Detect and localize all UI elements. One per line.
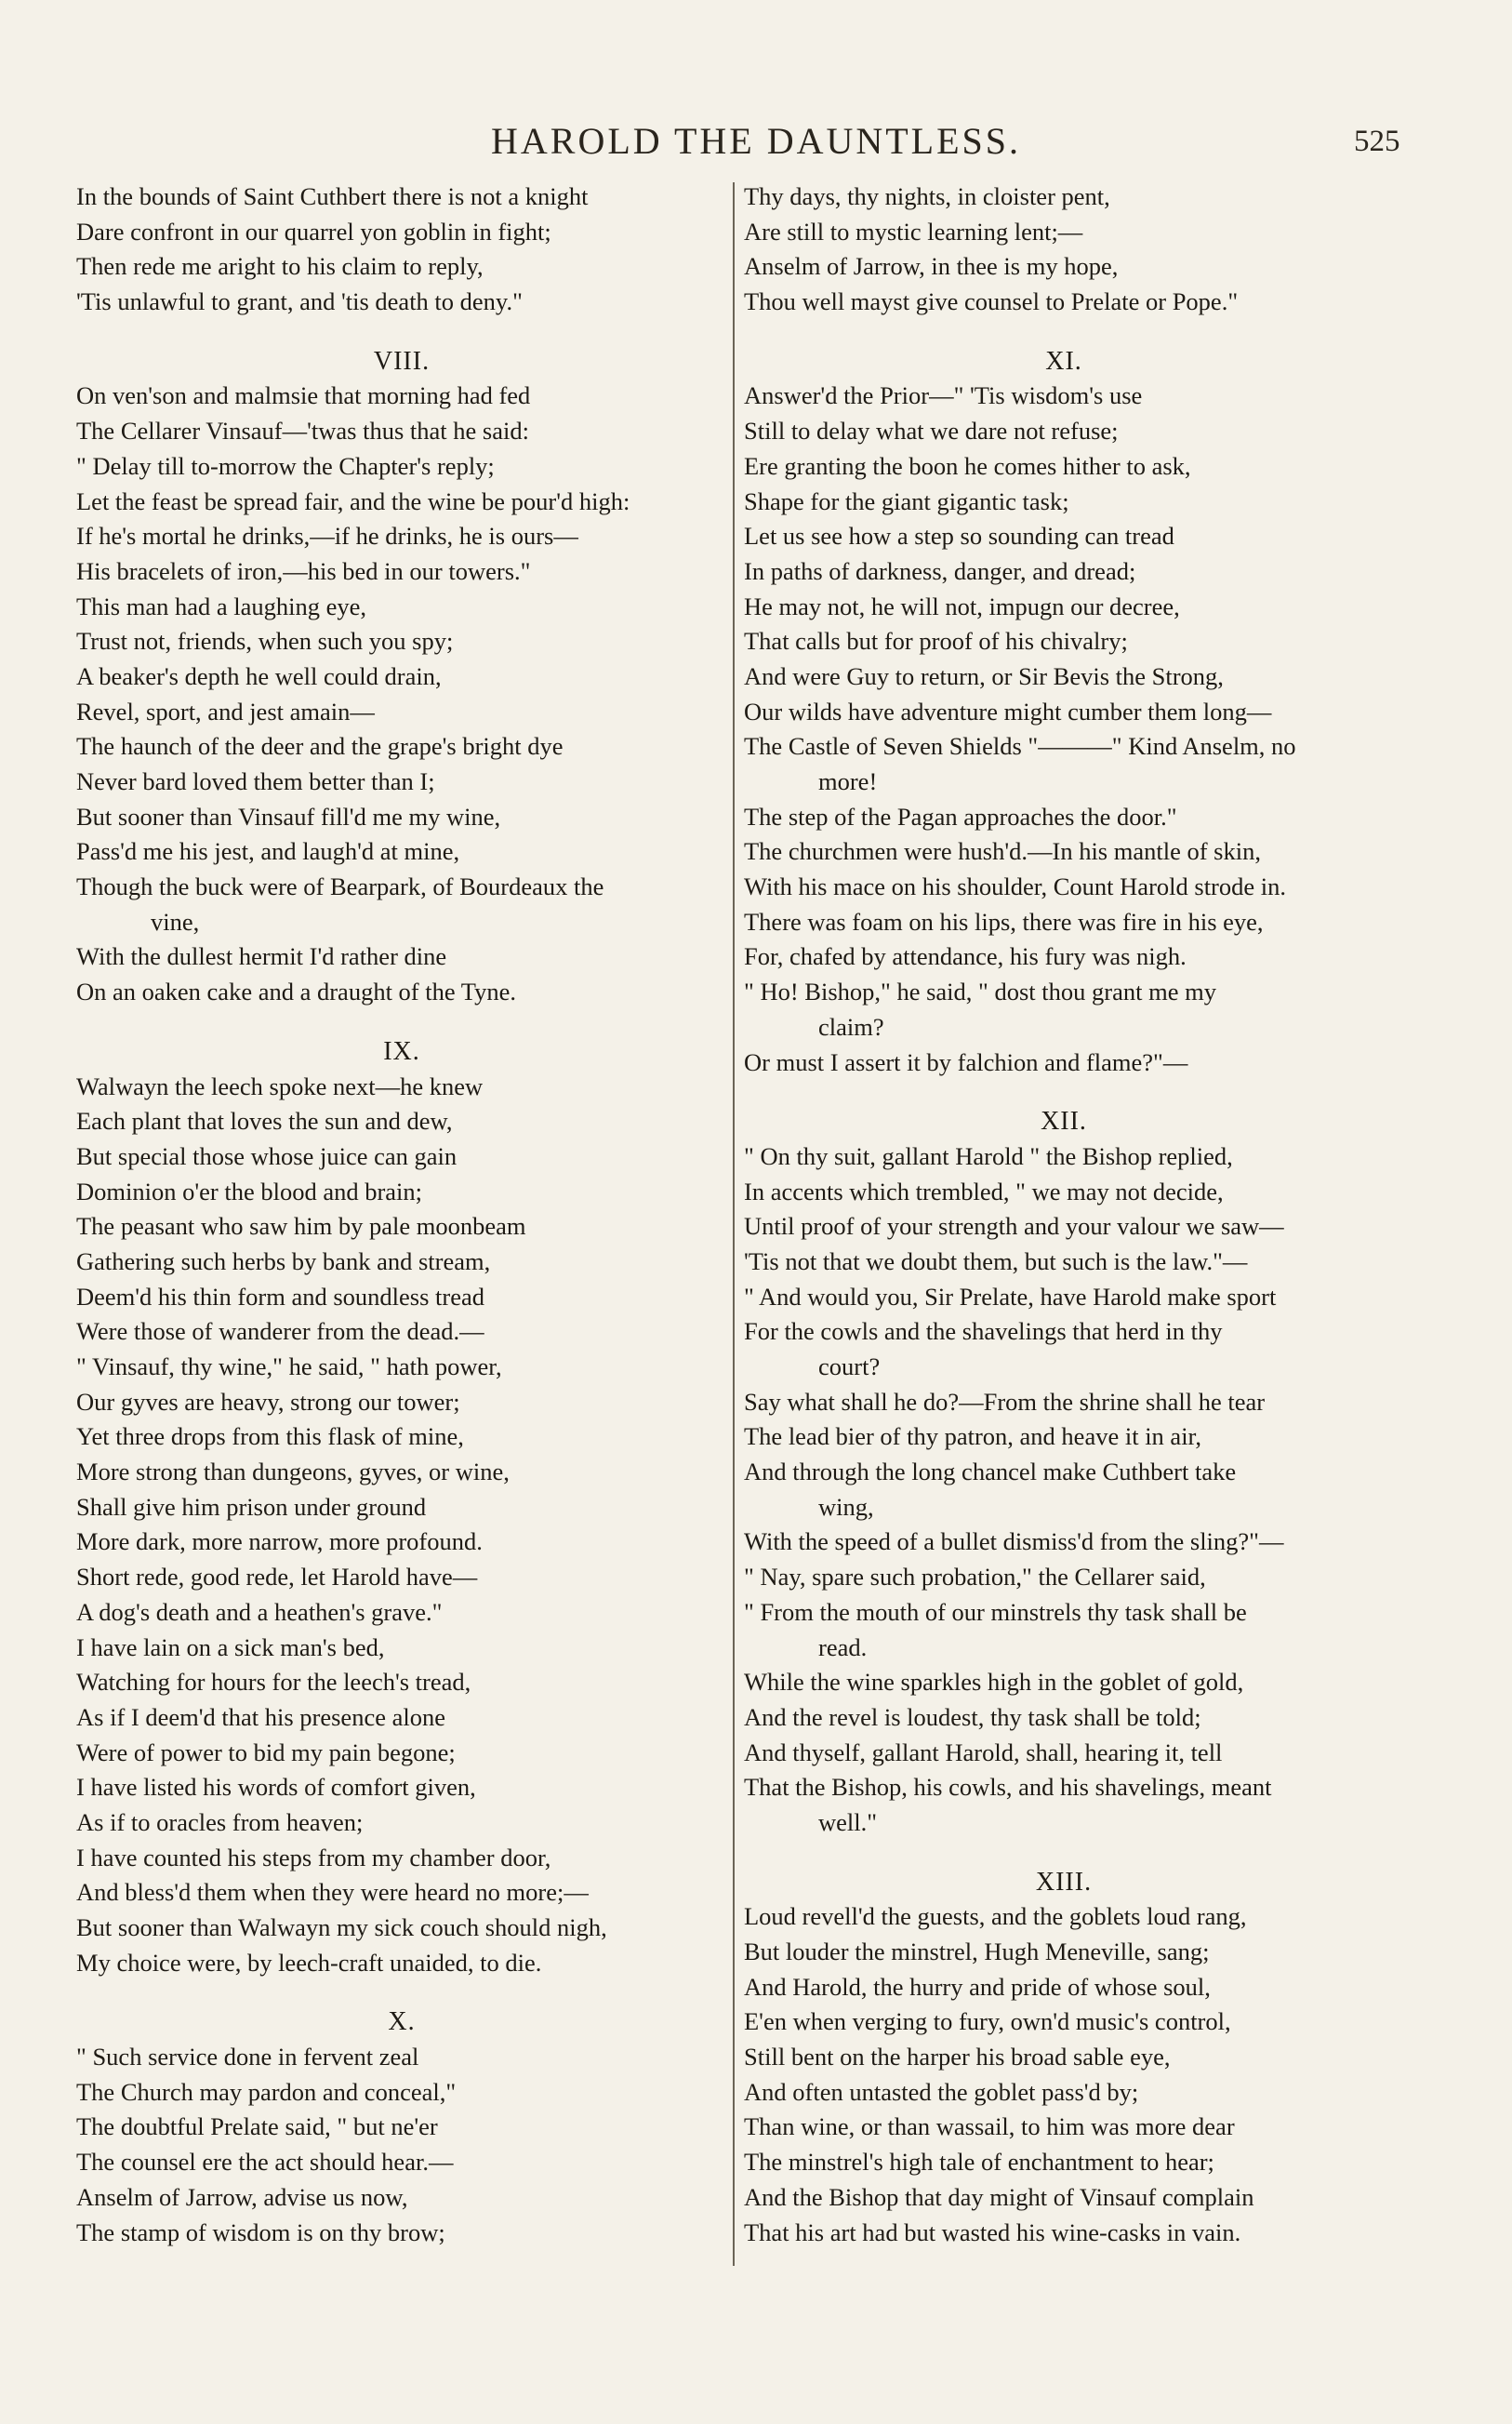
verse-line: Deem'd his thin form and soundless tread: [76, 1282, 484, 1311]
verse-line: " Nay, spare such probation," the Cellarer said,: [744, 1563, 1206, 1592]
verse-line: " Delay till to-morrow the Chapter's reply;: [76, 451, 495, 480]
verse-line: more!: [818, 767, 878, 795]
verse-line: His bracelets of iron,—his bed in our towers.": [76, 556, 531, 585]
verse-line: On an oaken cake and a draught of the Tyne.: [76, 978, 517, 1006]
verse-line: Never bard loved them better than I;: [76, 767, 435, 795]
verse-line: Or must I assert it by falchion and flame?"—: [744, 1047, 1188, 1076]
verse-line: Ere granting the boon he comes hither to ask,: [744, 451, 1191, 480]
stanza: [76, 180, 727, 320]
verse-line: The minstrel's high tale of enchantment to hear;: [744, 2148, 1214, 2177]
verse-line: " Ho! Bishop," he said, " dost thou grant me my: [744, 978, 1216, 1006]
verse-line: More dark, more narrow, more profound.: [76, 1527, 483, 1556]
verse-line: Each plant that loves the sun and dew,: [76, 1107, 453, 1136]
verse-line: " From the mouth of our minstrels thy task shall be: [744, 1597, 1247, 1626]
verse-line: The haunch of the deer and the grape's bright dye: [76, 732, 564, 761]
verse-line: With the dullest hermit I'd rather dine: [76, 942, 447, 971]
verse-line: The churchmen were hush'd.—In his mantle of skin,: [744, 837, 1261, 866]
verse-line: Than wine, or than wassail, to him was more dear: [744, 2112, 1235, 2141]
verse-line: As if to oracles from heaven;: [76, 1807, 364, 1836]
page-header: [0, 119, 1512, 166]
verse-line: Answer'd the Prior—" 'Tis wisdom's use: [744, 381, 1143, 410]
verse-line: My choice were, by leech-craft unaided, to die.: [76, 1948, 542, 1977]
verse-line: Anselm of Jarrow, advise us now,: [76, 2182, 408, 2211]
verse-line: That calls but for proof of his chivalry;: [744, 627, 1128, 656]
column-divider: [733, 182, 735, 2266]
verse-line: And through the long chancel make Cuthbert take: [744, 1458, 1237, 1486]
stanza: [744, 1104, 1384, 1840]
verse-line: well.": [818, 1807, 878, 1836]
verse-line: More strong than dungeons, gyves, or wine,: [76, 1458, 510, 1486]
verse-line: Still to delay what we dare not refuse;: [744, 417, 1119, 446]
verse-line: On ven'son and malmsie that morning had fed: [76, 381, 531, 410]
stanza: [76, 2004, 727, 2250]
verse-line: Let the feast be spread fair, and the wine be pour'd high:: [76, 486, 630, 515]
verse-line: Say what shall he do?—From the shrine shall he tear: [744, 1387, 1266, 1416]
verse-line: Then rede me aright to his claim to reply,: [76, 252, 484, 281]
verse-line: Shape for the giant gigantic task;: [744, 486, 1069, 515]
verse-line: While the wine sparkles high in the goblet of gold,: [744, 1668, 1244, 1697]
left-column: [76, 180, 727, 2250]
verse-line: Dare confront in our quarrel yon goblin in fight;: [76, 217, 551, 246]
verse-line: vine,: [151, 907, 200, 936]
verse-line: With the speed of a bullet dismiss'd from the sling?"—: [744, 1527, 1284, 1556]
stanza: [76, 1034, 727, 1981]
right-column: [744, 180, 1384, 2250]
verse-line: The peasant who saw him by pale moonbeam: [76, 1212, 526, 1241]
verse-line: Watching for hours for the leech's tread,: [76, 1668, 471, 1697]
stanza-numeral: XII.: [1041, 1107, 1087, 1137]
verse-line: E'en when verging to fury, own'd music's control,: [744, 2007, 1231, 2036]
verse-line: Revel, sport, and jest amain—: [76, 697, 375, 726]
verse-line: Were those of wanderer from the dead.—: [76, 1317, 484, 1346]
verse-line: And Harold, the hurry and pride of whose soul,: [744, 1972, 1211, 2001]
verse-line: I have listed his words of comfort given,: [76, 1773, 476, 1802]
verse-line: The Castle of Seven Shields "———" Kind Anselm, no: [744, 732, 1296, 761]
verse-line: The Church may pardon and conceal,": [76, 2077, 457, 2106]
verse-line: Loud revell'd the guests, and the goblets loud rang,: [744, 1902, 1247, 1931]
verse-line: Our wilds have adventure might cumber them long—: [744, 697, 1272, 726]
verse-line: " Vinsauf, thy wine," he said, " hath power,: [76, 1352, 502, 1380]
verse-line: Are still to mystic learning lent;—: [744, 217, 1083, 246]
verse-line: 'Tis unlawful to grant, and 'tis death to deny.": [76, 287, 523, 316]
verse-line: And the Bishop that day might of Vinsauf complain: [744, 2182, 1254, 2211]
verse-line: court?: [818, 1352, 881, 1380]
stanza: [744, 1865, 1384, 2251]
verse-line: Short rede, good rede, let Harold have—: [76, 1563, 478, 1592]
verse-line: In the bounds of Saint Cuthbert there is not a knight: [76, 182, 589, 210]
verse-line: A beaker's depth he well could drain,: [76, 661, 442, 690]
verse-line: The Cellarer Vinsauf—'twas thus that he said:: [76, 417, 529, 446]
verse-line: Anselm of Jarrow, in thee is my hope,: [744, 252, 1119, 281]
verse-line: claim?: [818, 1012, 884, 1041]
verse-line: read.: [818, 1632, 868, 1661]
verse-line: " And would you, Sir Prelate, have Harold make sport: [744, 1282, 1277, 1311]
verse-line: He may not, he will not, impugn our decree,: [744, 592, 1180, 620]
verse-line: In accents which trembled, " we may not decide,: [744, 1177, 1224, 1205]
verse-line: In paths of darkness, danger, and dread;: [744, 556, 1136, 585]
verse-line: But sooner than Vinsauf fill'd me my wine,: [76, 802, 501, 831]
stanza-numeral: VIII.: [373, 346, 431, 376]
verse-line: Trust not, friends, when such you spy;: [76, 627, 454, 656]
verse-line: But louder the minstrel, Hugh Meneville, sang;: [744, 1938, 1210, 1965]
verse-line: Dominion o'er the blood and brain;: [76, 1177, 423, 1205]
verse-line: And bless'd them when they were heard no more;—: [76, 1878, 589, 1907]
stanza-numeral: IX.: [383, 1036, 420, 1066]
verse-line: I have counted his steps from my chamber door,: [76, 1843, 551, 1871]
verse-line: That his art had but wasted his wine-casks in vain.: [744, 2218, 1241, 2246]
verse-line: Pass'd me his jest, and laugh'd at mine,: [76, 837, 460, 866]
verse-line: There was foam on his lips, there was fire in his eye,: [744, 907, 1264, 936]
verse-line: " On thy suit, gallant Harold " the Bishop replied,: [744, 1141, 1233, 1170]
verse-line: Thy days, thy nights, in cloister pent,: [744, 182, 1110, 210]
verse-line: Though the buck were of Bearpark, of Bourdeaux the: [76, 872, 604, 901]
page-number: 525: [1354, 125, 1400, 158]
verse-line: That the Bishop, his cowls, and his shavelings, meant: [744, 1773, 1272, 1802]
verse-line: A dog's death and a heathen's grave.": [76, 1597, 443, 1626]
verse-line: The stamp of wisdom is on thy brow;: [76, 2218, 445, 2246]
verse-line: Thou well mayst give counsel to Prelate or Pope.": [744, 287, 1239, 316]
verse-line: 'Tis not that we doubt them, but such is the law."—: [744, 1246, 1248, 1275]
verse-line: And thyself, gallant Harold, shall, hearing it, tell: [744, 1738, 1223, 1766]
verse-line: The doubtful Prelate said, " but ne'er: [76, 2112, 438, 2141]
stanza-numeral: X.: [388, 2007, 416, 2037]
verse-line: The step of the Pagan approaches the door.": [744, 802, 1177, 831]
verse-line: Walwayn the leech spoke next—he knew: [76, 1072, 484, 1100]
verse-line: Our gyves are heavy, strong our tower;: [76, 1387, 460, 1416]
verse-line: I have lain on a sick man's bed,: [76, 1632, 385, 1661]
verse-line: wing,: [818, 1492, 874, 1521]
stanza: [744, 180, 1384, 320]
verse-line: If he's mortal he drinks,—if he drinks, he is ours—: [76, 522, 578, 551]
verse-line: But special those whose juice can gain: [76, 1141, 458, 1170]
verse-line: Yet three drops from this flask of mine,: [76, 1422, 464, 1451]
verse-line: The counsel ere the act should hear.—: [76, 2148, 454, 2177]
verse-line: Let us see how a step so sounding can tread: [744, 522, 1174, 551]
verse-line: The lead bier of thy patron, and heave it in air,: [744, 1422, 1201, 1451]
verse-line: And the revel is loudest, thy task shall be told;: [744, 1702, 1201, 1731]
verse-line: Until proof of your strength and your valour we saw—: [744, 1212, 1284, 1241]
verse-line: " Such service done in fervent zeal: [76, 2043, 419, 2071]
stanza: [744, 344, 1384, 1080]
verse-line: Were of power to bid my pain begone;: [76, 1738, 456, 1766]
stanza-numeral: XI.: [1045, 346, 1082, 376]
verse-line: Gathering such herbs by bank and stream,: [76, 1246, 491, 1275]
verse-line: For, chafed by attendance, his fury was nigh.: [744, 942, 1187, 971]
verse-line: But sooner than Walwayn my sick couch should nigh,: [76, 1913, 607, 1941]
verse-line: Shall give him prison under ground: [76, 1492, 427, 1521]
verse-line: Still bent on the harper his broad sable eye,: [744, 2043, 1171, 2071]
running-title: HAROLD THE DAUNTLESS.: [491, 120, 1022, 162]
verse-line: As if I deem'd that his presence alone: [76, 1702, 445, 1731]
verse-line: For the cowls and the shavelings that herd in thy: [744, 1317, 1223, 1346]
stanza-numeral: XIII.: [1035, 1867, 1093, 1897]
verse-line: This man had a laughing eye,: [76, 592, 367, 620]
verse-line: And often untasted the goblet pass'd by;: [744, 2077, 1139, 2106]
verse-line: With his mace on his shoulder, Count Harold strode in.: [744, 872, 1286, 901]
verse-line: And were Guy to return, or Sir Bevis the Strong,: [744, 661, 1224, 690]
stanza: [76, 344, 727, 1010]
